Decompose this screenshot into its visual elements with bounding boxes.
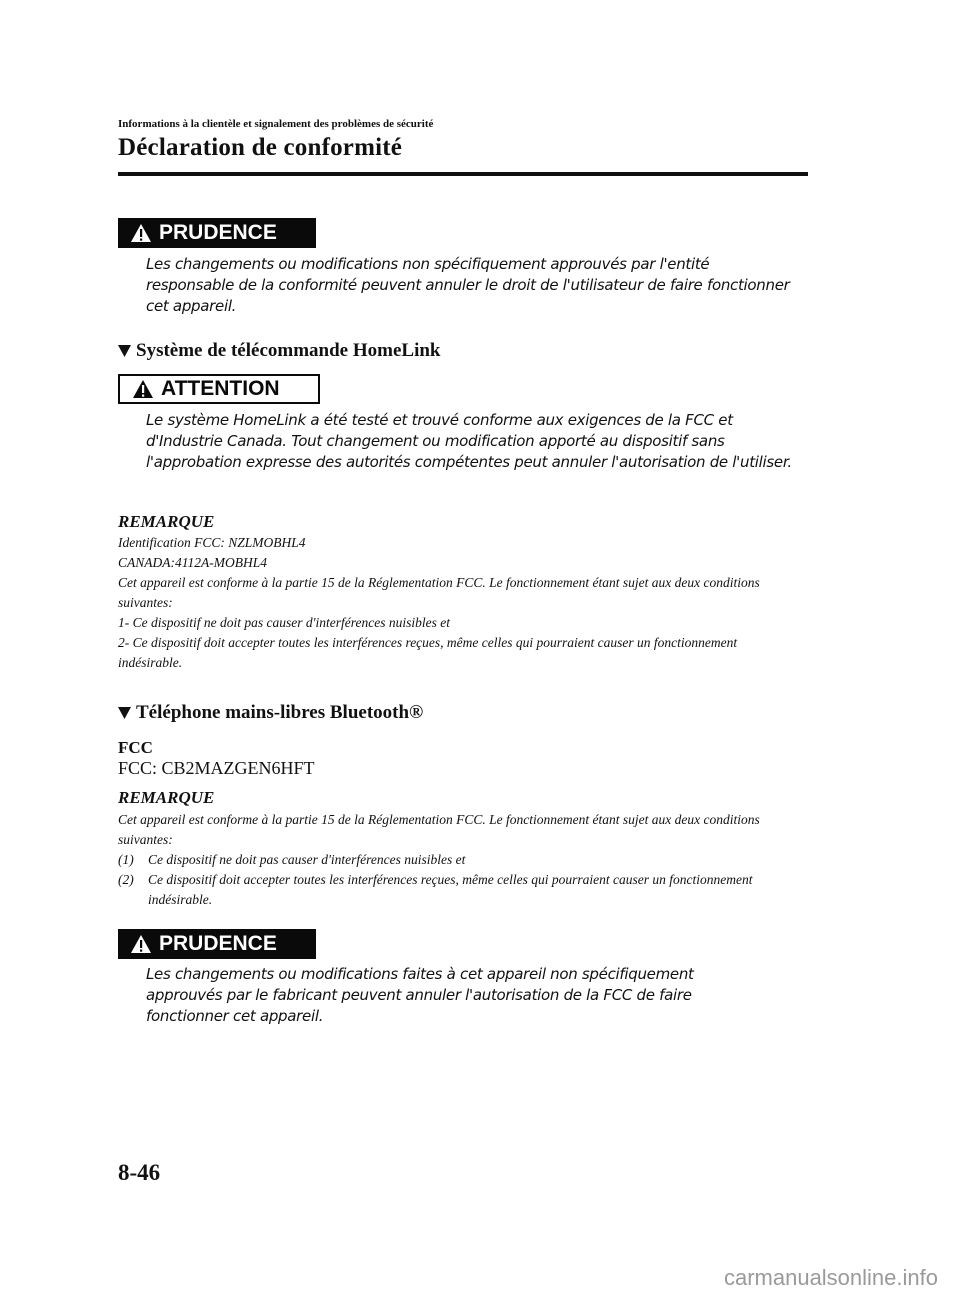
caution-text: Les changements ou modifications non spécifiquement approuvés par l'entité responsable de la conformité peuvent annuler le droit de l'utilisateur de faire fonctionner cet appareil. [146, 255, 790, 315]
warning-icon [130, 934, 152, 954]
caution-badge [118, 218, 316, 248]
warning-icon [130, 223, 152, 243]
watermark: carmanualsonline.info [723, 1265, 938, 1290]
caution-badge [118, 929, 316, 959]
page-title: Déclaration de conformité [118, 134, 403, 161]
fcc-id: FCC: CB2MAZGEN6HFT [118, 758, 315, 778]
caution-badge-label: PRUDENCE [159, 932, 277, 955]
running-header: Informations à la clientèle et signalement des problèmes de sécurité [118, 118, 434, 130]
warning-icon [132, 379, 154, 399]
attention-text: Le système HomeLink a été testé et trouvé conforme aux exigences de la FCC et d'Industrie Canada. Tout changement ou modification apporté au dispositif sans l'approbation expresse des autorités compétentes peut annuler l'autorisation de l'utiliser. [146, 411, 792, 471]
list-item [118, 870, 798, 910]
remark-line: Cet appareil est conforme à la partie 15 de la Réglementation FCC. Le fonctionnement étant sujet aux deux conditions suivantes: [118, 575, 760, 610]
remark-intro: Cet appareil est conforme à la partie 15 de la Réglementation FCC. Le fonctionnement étant sujet aux deux conditions suivantes: [118, 812, 760, 847]
caution-text: Les changements ou modifications faites à cet appareil non spécifiquement approuvés par le fabricant peuvent annuler l'autorisation de la FCC de faire fonctionner cet appareil. [146, 965, 694, 1025]
remark-label: REMARQUE [118, 512, 215, 531]
attention-badge [118, 374, 320, 404]
list-item-text: Ce dispositif doit accepter toutes les interférences reçues, même celles qui pourraient causer un fonctionnement indésirable. [148, 872, 753, 907]
section-heading-label: Système de télécommande HomeLink [136, 340, 441, 361]
remark-line: 2- Ce dispositif doit accepter toutes les interférences reçues, même celles qui pourraient causer un fonctionnement indésirable. [118, 635, 738, 670]
remark-text-homelink [118, 533, 798, 673]
fcc-label: FCC [118, 738, 153, 757]
remark-line: Identification FCC: NZLMOBHL4 [118, 535, 306, 550]
list-item-number: (1) [118, 852, 134, 867]
title-divider [118, 172, 808, 176]
remark-label: REMARQUE [118, 788, 215, 807]
list-item [118, 850, 798, 870]
attention-badge-label: ATTENTION [161, 377, 280, 400]
section-heading-label: Téléphone mains-libres Bluetooth® [136, 702, 424, 723]
list-item-text: Ce dispositif ne doit pas causer d'interférences nuisibles et [148, 852, 466, 867]
remark-line: CANADA:4112A-MOBHL4 [118, 555, 267, 570]
conditions-list [118, 850, 798, 910]
page-number: 8-46 [118, 1160, 161, 1185]
section-heading-bluetooth [118, 702, 423, 724]
list-item-number: (2) [118, 872, 134, 887]
remark-text-bluetooth [118, 810, 798, 910]
triangle-bullet-icon [118, 707, 131, 719]
caution-badge-label: PRUDENCE [159, 221, 277, 244]
remark-line: 1- Ce dispositif ne doit pas causer d'interférences nuisibles et [118, 615, 450, 630]
triangle-bullet-icon [118, 345, 131, 357]
section-heading-homelink [118, 340, 440, 362]
